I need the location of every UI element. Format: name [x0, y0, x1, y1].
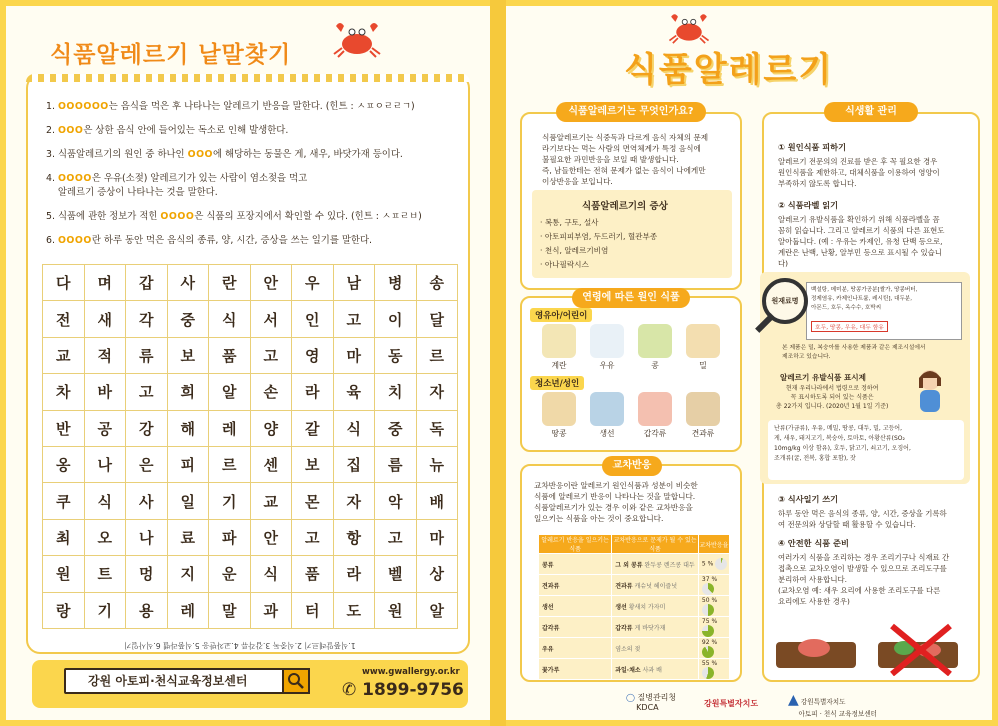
rate-pie	[702, 625, 714, 637]
word-search-title: 식품알레르기 낱말찾기	[50, 42, 292, 68]
rate-pie	[702, 583, 714, 595]
grid-cell[interactable]: 몬	[292, 483, 334, 519]
grid-cell[interactable]: 서	[250, 301, 292, 337]
grid-row	[43, 519, 458, 555]
grid-cell[interactable]: 독	[416, 410, 458, 446]
question-1: 1. OOOOOO는 음식을 먹은 후 나타나는 알레르기 반응을 말한다. (힌트 : ㅅㅍㅇㄹㄹㄱ)	[46, 101, 415, 112]
cross-tag: 교차반응	[602, 456, 662, 476]
rate-value: 55 %	[701, 659, 718, 667]
food-item-teen	[638, 392, 672, 439]
grid-cell[interactable]: 은	[126, 446, 168, 482]
text-line: 식품에 알레르기 반응이 나타나는 것을 말합니다.	[534, 492, 696, 501]
text-line: 식품알레르기는 식중독과 다르게 음식 자체의 문제	[542, 133, 709, 142]
grid-cell[interactable]: 중	[167, 301, 209, 337]
grid-cell[interactable]: 항	[333, 519, 375, 555]
rate-value: 5 %	[701, 560, 714, 568]
what-box	[520, 112, 742, 290]
rate-cell	[698, 554, 729, 575]
grid-cell[interactable]: 다	[43, 265, 85, 301]
text-line: 일으키는 식품을 아는 것이 중요합니다.	[534, 514, 664, 523]
text-line: 분리하여 사용합니다.	[778, 575, 847, 584]
grid-cell[interactable]: 악	[375, 483, 417, 519]
quiz-card	[26, 74, 470, 654]
rate-value: 92 %	[701, 638, 718, 646]
text-line: 알레르기 전문의의 진료를 받은 후 꼭 필요한 경우	[778, 157, 938, 166]
grid-cell[interactable]: 인	[292, 301, 334, 337]
rate-cell	[698, 659, 729, 680]
allergen-highlight: 호두, 땅콩, 우유, 대두 함유	[811, 321, 888, 332]
rate-pie	[702, 667, 714, 679]
food-item-infant	[686, 324, 720, 371]
allergen-cell: 우유	[539, 638, 612, 659]
grid-cell[interactable]: 집	[333, 446, 375, 482]
grid-cell[interactable]: 고	[292, 519, 334, 555]
rate-pie	[715, 558, 727, 570]
grid-cell[interactable]: 보	[167, 337, 209, 373]
text-line: 꼼히 읽습니다. 그리고 알레르기 식품의 다른 표현도	[778, 226, 945, 235]
phone-number: ✆ 1899-9756	[342, 680, 464, 700]
grid-cell[interactable]: 지	[167, 556, 209, 592]
grid-cell[interactable]: 전	[43, 301, 85, 337]
crab-icon	[666, 10, 712, 44]
magnifier-icon: 원재료명	[762, 278, 808, 324]
grid-cell[interactable]: 식	[333, 410, 375, 446]
grid-cell[interactable]: 운	[209, 556, 251, 592]
logo-kdca: ◯ 질병관리청 KDCA	[626, 693, 677, 712]
what-tag: 식품알레르기는 무엇인가요?	[556, 102, 706, 122]
text-line: (교차오염 예: 새우 요리에 사용한 조리도구를 다른	[778, 586, 941, 595]
food-label: 생선	[599, 429, 615, 438]
step-3-title: ③ 식사일기 쓰기	[778, 494, 839, 504]
food-image	[590, 392, 624, 426]
grid-cell[interactable]: 갈	[292, 410, 334, 446]
step-1-body	[778, 156, 940, 189]
grid-cell[interactable]: 름	[375, 446, 417, 482]
grid-cell[interactable]: 벨	[375, 556, 417, 592]
answer-key: 1.식품알레르기 2.식중독 3.갑각류 4.교차반응 5.식품라벨 6.식사일기	[124, 641, 356, 650]
grid-cell[interactable]: 송	[416, 265, 458, 301]
symptom-title: 식품알레르기의 증상	[582, 201, 668, 212]
girl-illustration	[910, 366, 950, 412]
table-row	[539, 638, 730, 659]
grid-cell[interactable]: 레	[209, 410, 251, 446]
left-panel	[6, 6, 490, 720]
text-line: 정제염유, 카제인나트륨, 레시틴], 대두분,	[811, 296, 913, 302]
ingredient-label	[806, 282, 962, 340]
grid-row	[43, 592, 458, 628]
food-item-teen	[686, 392, 720, 439]
text-line: 불필요한 과민반응을 보일 때 발생합니다.	[542, 155, 679, 164]
text-line: 본 제품은 밀, 복숭아를 사용한 제품과 같은 제조시설에서	[782, 345, 926, 351]
allergen-cell: 콩류	[539, 554, 612, 575]
food-image	[542, 392, 576, 426]
grid-cell[interactable]: 품	[292, 556, 334, 592]
text-line: 식품알레르기가 있는 경우 이와 같은 교차반응을	[534, 503, 693, 512]
food-label: 계란	[551, 361, 567, 370]
grid-cell[interactable]: 적	[84, 337, 126, 373]
text-line: 요리에도 사용한 경우)	[778, 597, 850, 606]
grid-cell[interactable]: 교	[43, 337, 85, 373]
grid-cell[interactable]: 식	[84, 483, 126, 519]
text-line: 하루 동안 먹은 음식의 종류, 양, 시간, 증상을 기록하	[778, 509, 947, 518]
question-2: 2. OOO은 상한 음식 안에 들어있는 독소로 인해 발생한다.	[46, 125, 289, 136]
manage-tag: 식생활 관리	[824, 102, 918, 122]
rate-cell	[698, 638, 729, 659]
text-line: 알레르기 유발식품을 확인하기 위해 식품라벨을 꼼	[778, 215, 940, 224]
table-header: 교차반응으로 문제가 될 수 있는 식품	[612, 535, 699, 554]
kdca-icon: ◯	[626, 693, 635, 702]
food-label: 우유	[599, 361, 615, 370]
grid-cell[interactable]: 영	[292, 337, 334, 373]
cross-food-cell: 갑각류 게 바닷가재	[612, 617, 699, 638]
rate-value: 75 %	[701, 617, 718, 625]
text-line: 다)	[778, 259, 789, 268]
grid-cell[interactable]: 란	[209, 265, 251, 301]
rate-cell	[698, 617, 729, 638]
text-line: · 아토피피부염, 두드러기, 혈관부종	[540, 232, 658, 241]
label-note	[782, 344, 926, 362]
grid-cell[interactable]: 알	[416, 592, 458, 628]
magnifier-handle	[755, 313, 775, 333]
grid-cell[interactable]: 품	[209, 337, 251, 373]
food-item-infant	[590, 324, 624, 371]
grid-cell[interactable]: 새	[84, 301, 126, 337]
step-4-title: ④ 안전한 식품 준비	[778, 538, 849, 548]
symptom-list	[540, 216, 657, 272]
grid-cell[interactable]: 마	[416, 519, 458, 555]
grid-cell[interactable]: 자	[333, 483, 375, 519]
foods-tag: 연령에 따른 원인 식품	[572, 288, 690, 308]
law-list	[774, 424, 911, 464]
cross-reaction-table	[538, 534, 730, 680]
cross-food-cell: 염소의 젖	[612, 638, 699, 659]
label-example	[760, 272, 970, 484]
text-line: 라기보다는 먹는 사람의 면역체계가 특정 음식에	[542, 144, 701, 153]
step-4-body	[778, 552, 949, 607]
step-3-body	[778, 508, 947, 530]
text-line: · 복통, 구토, 설사	[540, 218, 599, 227]
grid-cell[interactable]: 육	[333, 374, 375, 410]
grid-cell[interactable]: 사	[167, 265, 209, 301]
food-item-teen	[542, 392, 576, 439]
rate-value: 37 %	[701, 575, 718, 583]
main-title: 식품알레르기	[624, 50, 834, 90]
cross-box	[520, 464, 742, 682]
grid-cell[interactable]: 차	[43, 374, 85, 410]
grid-cell[interactable]: 뉴	[416, 446, 458, 482]
allergen-cell: 견과류	[539, 575, 612, 596]
grid-cell[interactable]: 센	[250, 446, 292, 482]
question-5: 5. 식품에 관한 정보가 적힌 OOOO은 식품의 포장지에서 확인할 수 있다. (힌트 : ㅅㅍㄹㅂ)	[46, 211, 422, 222]
food-item-infant	[542, 324, 576, 371]
rate-pie	[702, 646, 714, 658]
text-line: 게, 새우, 돼지고기, 복숭아, 토마토, 아황산류(SO₂	[774, 435, 905, 442]
manage-box	[762, 112, 980, 682]
food-image	[590, 324, 624, 358]
cutting-board-illustration	[774, 620, 964, 676]
law-title: 알레르기 유발식품 표시제	[780, 373, 866, 382]
grid-cell[interactable]: 과	[250, 592, 292, 628]
grid-row	[43, 446, 458, 482]
cross-food-cell: 생선 황새치 가자미	[612, 596, 699, 617]
cross-food-cell: 그 외 콩류 완두콩 렌즈콩 대두	[612, 554, 699, 575]
cross-food-cell: 과일·채소 사과 배	[612, 659, 699, 680]
food-item-teen	[590, 392, 624, 439]
grid-cell[interactable]: 오	[84, 519, 126, 555]
text-line: 아몬드, 호두, 옥수수, 호박씨	[811, 305, 882, 311]
text-line: 원인식품을 제한하고, 대체식품을 이용하여 영양이	[778, 168, 940, 177]
word-search-grid	[42, 264, 458, 629]
table-row	[539, 596, 730, 617]
text-line: 백설탕, 메미분, 땅콩가공분[쌀가, 땅콩버터,	[811, 287, 918, 293]
grid-cell[interactable]: 원	[43, 556, 85, 592]
grid-cell[interactable]: 기	[84, 592, 126, 628]
grid-cell[interactable]: 고	[126, 374, 168, 410]
grid-cell[interactable]: 트	[84, 556, 126, 592]
grid-row	[43, 556, 458, 592]
logo-gangwon: 강원특별자치도	[704, 699, 759, 708]
table-row	[539, 575, 730, 596]
grid-row	[43, 301, 458, 337]
text-line: 알아둡니다. (예 : 우유는 카제인, 유청 단백 등으로,	[778, 237, 943, 246]
grid-cell[interactable]: 고	[375, 519, 417, 555]
grid-cell[interactable]: 용	[126, 592, 168, 628]
grid-cell[interactable]: 교	[250, 483, 292, 519]
food-label: 땅콩	[551, 429, 567, 438]
grid-cell[interactable]: 반	[43, 410, 85, 446]
grid-cell[interactable]: 갑	[126, 265, 168, 301]
what-body	[542, 132, 708, 187]
right-panel	[506, 6, 992, 720]
table-header: 교차반응율	[698, 535, 729, 554]
grid-cell[interactable]: 자	[416, 374, 458, 410]
step-2-body	[778, 214, 944, 269]
rate-value: 50 %	[701, 596, 718, 604]
question-3: 3. 식품알레르기의 원인 중 하나인 OOO에 해당하는 동물은 게, 새우, 바닷가재 등이다.	[46, 149, 403, 160]
food-image	[686, 392, 720, 426]
grid-cell[interactable]: 치	[375, 374, 417, 410]
text-line: 부족하지 않도록 합니다.	[778, 179, 857, 188]
grid-cell[interactable]: 마	[333, 337, 375, 373]
grid-row	[43, 374, 458, 410]
grid-cell[interactable]: 상	[416, 556, 458, 592]
grid-cell[interactable]: 우	[292, 265, 334, 301]
rate-cell	[698, 596, 729, 617]
food-label: 견과류	[691, 429, 715, 438]
question-4: 4. OOOO은 우유(소젖) 알레르기가 있는 사람이 염소젖을 먹고 알레르기 증상이 나타나는 것을 말한다.	[46, 173, 308, 198]
grid-row	[43, 483, 458, 519]
grid-cell[interactable]: 말	[209, 592, 251, 628]
grid-cell[interactable]: 원	[375, 592, 417, 628]
table-row	[539, 554, 730, 575]
grid-cell[interactable]: 희	[167, 374, 209, 410]
grid-cell[interactable]: 양	[250, 410, 292, 446]
grid-cell[interactable]: 랑	[43, 592, 85, 628]
left-footer	[32, 660, 468, 708]
text-line: 즉, 남들한테는 전혀 문제가 없는 음식이 나에게만	[542, 166, 706, 175]
table-header: 알레르기 반응을 일으키는 식품	[539, 535, 612, 554]
rate-pie	[702, 604, 714, 616]
grid-cell[interactable]: 레	[167, 592, 209, 628]
grid-cell[interactable]: 피	[167, 446, 209, 482]
table-row	[539, 659, 730, 680]
grid-cell[interactable]: 바	[84, 374, 126, 410]
grid-cell[interactable]: 동	[375, 337, 417, 373]
allergen-cell: 갑각류	[539, 617, 612, 638]
text-line: 계란은 난백, 난황, 알부민 등으로 표시될 수 있습니	[778, 248, 942, 257]
ingredient-lines	[811, 286, 918, 313]
grid-cell[interactable]: 옹	[43, 446, 85, 482]
infant-label: 영유아/어린이	[530, 308, 592, 322]
text-line: 조개류(굴, 전복, 홍합 포함), 잣	[774, 455, 856, 462]
step-1-title: ① 원인식품 피하기	[778, 142, 846, 152]
grid-cell[interactable]: 배	[416, 483, 458, 519]
symptom-box	[532, 190, 732, 278]
grid-cell[interactable]: 각	[126, 301, 168, 337]
grid-cell[interactable]: 손	[250, 374, 292, 410]
grid-cell[interactable]: 안	[250, 265, 292, 301]
grid-cell[interactable]: 라	[333, 556, 375, 592]
grid-cell[interactable]: 파	[209, 519, 251, 555]
text-line: 난류(가금류), 우유, 메밀, 땅콩, 대두, 밀, 고등어,	[774, 425, 903, 432]
food-image	[638, 324, 672, 358]
grid-cell[interactable]: 도	[333, 592, 375, 628]
website: www.gwallergy.or.kr	[362, 667, 460, 677]
grid-cell[interactable]: 공	[84, 410, 126, 446]
phone-icon: ✆	[342, 680, 357, 700]
grid-cell[interactable]: 기	[209, 483, 251, 519]
grid-row	[43, 265, 458, 301]
grid-cell[interactable]: 나	[126, 519, 168, 555]
grid-cell[interactable]: 르	[209, 446, 251, 482]
cross-body	[534, 480, 698, 524]
grid-cell[interactable]: 식	[250, 556, 292, 592]
grid-cell[interactable]: 나	[84, 446, 126, 482]
text-line: · 아나필락시스	[540, 260, 589, 269]
food-label: 갑각류	[643, 429, 667, 438]
food-label: 콩	[651, 361, 659, 370]
grid-cell[interactable]: 며	[84, 265, 126, 301]
text-line: 제조하고 있습니다.	[782, 354, 831, 360]
grid-cell[interactable]: 남	[333, 265, 375, 301]
center-logo-icon: ▲	[788, 692, 799, 708]
food-item-infant	[638, 324, 672, 371]
grid-cell[interactable]: 쿠	[43, 483, 85, 519]
search-button	[282, 668, 310, 694]
allergen-cell: 꽃가루	[539, 659, 612, 680]
grid-cell[interactable]: 라	[292, 374, 334, 410]
grid-row	[43, 337, 458, 373]
grid-cell[interactable]: 해	[167, 410, 209, 446]
food-image	[638, 392, 672, 426]
text-line: 접촉으로 교차오염이 발생할 수 있으므로 조리도구를	[778, 564, 947, 573]
step-2-title: ② 식품라벨 읽기	[778, 200, 839, 210]
food-image	[686, 324, 720, 358]
grid-cell[interactable]: 이	[375, 301, 417, 337]
rate-cell	[698, 575, 729, 596]
cross-food-cell: 견과류 캐슈넛 헤이즐넛	[612, 575, 699, 596]
text-line: 이상반응을 보입니다.	[542, 177, 613, 186]
law-body	[776, 384, 888, 411]
logo-center: ▲ 강원특별자치도 아토피 · 천식 교육정보센터	[788, 692, 877, 718]
text-line: 총 22가지 입니다. (2020년 1월 1일 기준)	[776, 403, 889, 410]
text-line: 여 전문의와 상담할 때 활용할 수 있습니다.	[778, 520, 916, 529]
grid-cell[interactable]: 강	[126, 410, 168, 446]
teen-label: 청소년/성인	[530, 376, 584, 390]
grid-cell[interactable]: 터	[292, 592, 334, 628]
grid-cell[interactable]: 르	[416, 337, 458, 373]
grid-cell[interactable]: 고	[333, 301, 375, 337]
allergen-cell: 생선	[539, 596, 612, 617]
law-list-box	[768, 420, 964, 480]
text-line: 꼭 표시하도록 되어 있는 식품은	[790, 394, 874, 401]
grid-cell[interactable]: 류	[126, 337, 168, 373]
search-icon	[284, 670, 308, 692]
food-label: 밀	[699, 361, 707, 370]
text-line: 교차반응이란 알레르기 원인식품과 성분이 비슷한	[534, 481, 698, 490]
text-line: · 천식, 알레르기비염	[540, 246, 609, 255]
grid-cell[interactable]: 안	[250, 519, 292, 555]
grid-cell[interactable]: 멍	[126, 556, 168, 592]
grid-cell[interactable]: 보	[292, 446, 334, 482]
grid-cell[interactable]: 병	[375, 265, 417, 301]
table-row	[539, 617, 730, 638]
text-line: 10mg/kg 이상 함유), 호두, 닭고기, 쇠고기, 오징어,	[774, 445, 911, 452]
text-line: 현재 우리나라에서 법령으로 정하여	[785, 385, 879, 392]
grid-cell[interactable]: 달	[416, 301, 458, 337]
grid-row	[43, 410, 458, 446]
grid-cell[interactable]: 사	[126, 483, 168, 519]
grid-cell[interactable]: 식	[209, 301, 251, 337]
grid-cell[interactable]: 일	[167, 483, 209, 519]
crab-icon	[332, 18, 382, 58]
question-6: 6. OOOO란 하루 동안 먹은 음식의 종류, 양, 시간, 증상을 쓰는 일기를 말한다.	[46, 235, 372, 246]
grid-cell[interactable]: 최	[43, 519, 85, 555]
text-line: 여러가지 식품을 조리하는 경우 조리기구나 식재료 간	[778, 553, 950, 562]
food-image	[542, 324, 576, 358]
grid-cell[interactable]: 료	[167, 519, 209, 555]
grid-cell[interactable]: 알	[209, 374, 251, 410]
grid-cell[interactable]: 중	[375, 410, 417, 446]
grid-cell[interactable]: 고	[250, 337, 292, 373]
fold-gutter	[490, 0, 506, 726]
center-name-box: 강원 아토피·천식교육정보센터	[64, 668, 310, 694]
